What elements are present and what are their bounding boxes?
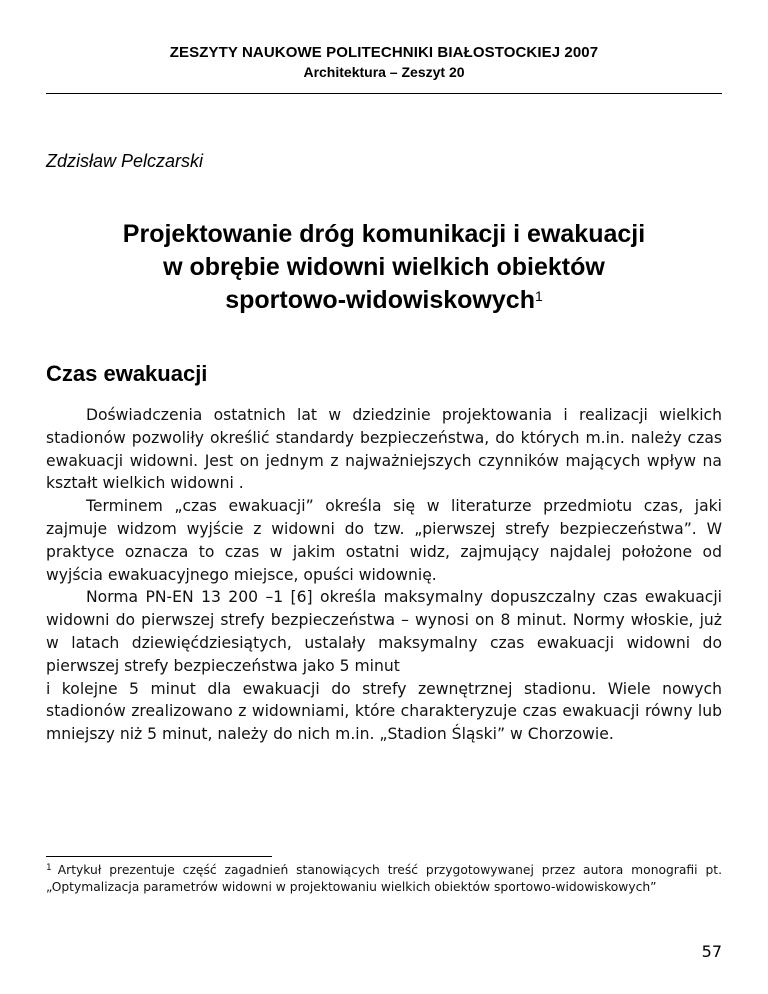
paragraph-1: Doświadczenia ostatnich lat w dziedzinie projektowania i realizacji wielkich stadionów pozwoliły określić standardy bezpieczeństwa, do których m.in. należy czas ewakuacji widowni. Jest on jednym z najważniejszych czynników mających wpływ na kształt wielkich widowni . [46,406,722,493]
title-footnote-ref: 1 [534,288,543,304]
article-title [46,218,722,317]
paragraph-2: Terminem „czas ewakuacji” określa się w literaturze przedmiotu czas, jaki zajmuje widzom wyjście z widowni do tzw. „pierwszej strefy bezpieczeństwa”. W praktyce oznacza to czas w jakim ostatni widz, zajmujący najdalej położone od wyjścia ewakuacyjnego miejsce, opuści widownię. [46,497,722,584]
footnote [46,862,722,895]
footnote-text: Artykuł prezentuje część zagadnień stanowiących treść przygotowywanej przez autora monografii pt. „Optymalizacja parametrów widowni w projektowaniu wielkich obiektów sportowo-widowiskowych” [46,863,722,894]
journal-header [46,44,722,81]
header-divider [46,93,722,94]
footnote-mark: 1 [46,863,52,873]
author-name: Zdzisław Pelczarski [46,151,204,171]
journal-issue: Architektura – Zeszyt 20 [303,64,465,80]
title-line-1: Projektowanie dróg komunikacji i ewakuacji [122,220,646,248]
title-line-2: w obrębie widowni wielkich obiektów [163,253,605,281]
title-line-3-text: sportowo-widowiskowych [225,286,535,314]
title-line-3 [46,284,722,317]
paragraph-4: i kolejne 5 minut dla ewakuacji do strefy zewnętrznej stadionu. Wiele nowych stadionów zrealizowano z widowniami, które charakteryzuje czas ewakuacji równy lub mniejszy niż 5 minut, należy do nich m.in. „Stadion Śląski” w Chorzowie. [46,679,722,744]
section-heading: Czas ewakuacji [46,361,208,386]
footnote-divider [46,856,272,857]
journal-title: ZESZYTY NAUKOWE POLITECHNIKI BIAŁOSTOCKIEJ 2007 [169,44,599,61]
article-body [46,404,722,746]
page-number: 57 [701,942,722,961]
paragraph-3: Norma PN-EN 13 200 –1 [6] określa maksymalny dopuszczalny czas ewakuacji widowni do pierwszej strefy bezpieczeństwa – wynosi on 8 minut. Normy włoskie, już w latach dziewięćdziesiątych, ustalały maksymalny czas ewakuacji widowni do pierwszej strefy bezpieczeństwa jako 5 minut [46,588,722,675]
